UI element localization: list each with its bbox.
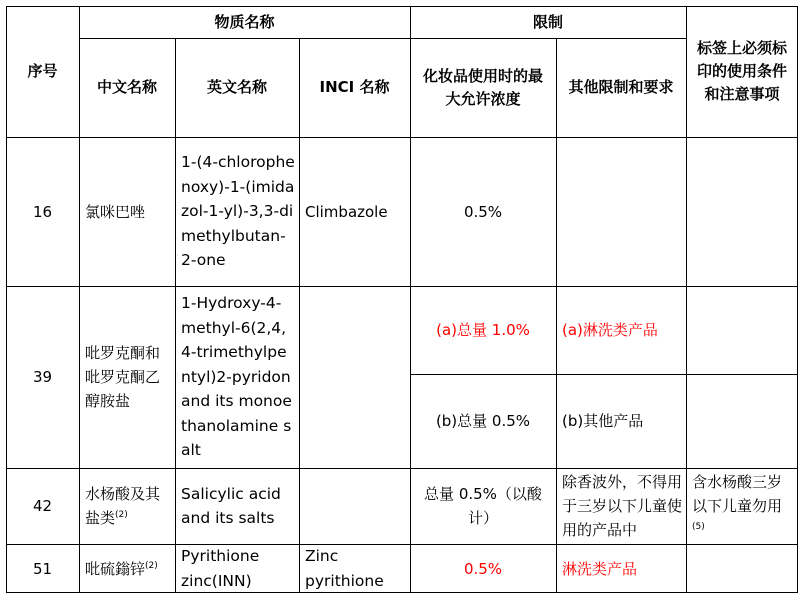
vline-inci [410, 6, 411, 593]
row42-en-name-text: Salicylic acid and its salts [181, 484, 281, 527]
vline-seq [79, 6, 80, 593]
row42-max-conc-text: 总量 0.5%（以酸计） [424, 485, 542, 527]
row39a-other [556, 286, 686, 374]
regulation-table [6, 6, 798, 593]
hline-header-bottom [6, 137, 798, 138]
row51-en-name-text: Pyrithione zinc(INN) [181, 547, 260, 590]
header-en-name [175, 38, 299, 137]
row16-seq [6, 137, 79, 286]
header-limits [410, 6, 686, 38]
hline-row39-split [410, 374, 798, 375]
row16-cn-name [79, 137, 175, 286]
row16-max-conc-text: 0.5% [463, 202, 503, 221]
row42-other-text: 除香波外，不得用于三岁以下儿童使用的产品中 [562, 473, 683, 539]
border-right [797, 6, 798, 593]
row42-label [686, 468, 798, 544]
row39a-max-conc [410, 286, 556, 374]
row42-inci [299, 468, 410, 544]
border-left [6, 6, 7, 593]
row42-other [556, 468, 686, 544]
header-en-name-text: 英文名称 [206, 78, 267, 96]
vline-conc [556, 38, 557, 593]
row51-cn-name [79, 544, 175, 593]
border-bottom [6, 592, 798, 593]
row16-cn-name-text: 氯咪巴唑 [85, 202, 146, 221]
header-label-requirements-text: 标签上必须标印的使用条件和注意事项 [696, 39, 787, 103]
row51-seq [6, 544, 79, 593]
row39-seq [6, 286, 79, 468]
vline-cn [175, 38, 176, 593]
row51-max-conc [410, 544, 556, 593]
row16-label [686, 137, 798, 286]
row51-other-text: 淋洗类产品 [562, 559, 638, 578]
row42-label-footnote: (5) [692, 522, 705, 532]
row39b-max-conc-text: (b)总量 0.5% [435, 412, 531, 430]
header-cn-name [79, 38, 175, 137]
row16-inci-text: Climbazole [305, 202, 388, 221]
row51-inci [299, 544, 410, 593]
row39a-other-text: (a)淋洗类产品 [562, 321, 658, 339]
row51-inci-text: Zinc pyrithione [305, 547, 384, 590]
header-max-conc-text: 化妆品使用时的最大允许浓度 [422, 66, 543, 108]
row42-label-wrap [692, 470, 794, 542]
header-cn-name-text: 中文名称 [96, 78, 157, 96]
row16-max-conc [410, 137, 556, 286]
header-substance-name [79, 6, 410, 38]
row42-cn-name [79, 468, 175, 544]
row42-seq-text: 42 [32, 497, 53, 515]
row16-seq-text: 16 [32, 202, 53, 221]
header-seq-text: 序号 [27, 62, 58, 80]
header-other-limits [556, 38, 686, 137]
vline-en [299, 38, 300, 593]
border-top [6, 6, 798, 7]
row39a-label [686, 286, 798, 374]
row51-label [686, 544, 798, 593]
row51-en-name [175, 544, 299, 593]
hline-group-header [79, 38, 686, 39]
hline-row39-bottom [6, 468, 798, 469]
row42-seq [6, 468, 79, 544]
row39b-other-text: (b)其他产品 [562, 412, 644, 430]
row51-cn-name-wrap [85, 557, 158, 581]
header-other-limits-text: 其他限制和要求 [568, 78, 674, 96]
row16-en-name-text: 1-(4-chlorophenoxy)-1-(imidazol-1-yl)-3,3-dimethylbutan-2-one [181, 153, 295, 270]
row16-inci [299, 137, 410, 286]
row39-cn-name-text: 吡罗克酮和吡罗克酮乙醇胺盐 [85, 344, 161, 410]
header-label-requirements [686, 6, 798, 137]
row39b-label [686, 374, 798, 468]
row39-seq-text: 39 [32, 368, 53, 386]
header-substance-name-text: 物质名称 [214, 12, 275, 31]
row39a-max-conc-text: (a)总量 1.0% [436, 321, 530, 339]
row39-inci [299, 286, 410, 468]
row51-max-conc-text: 0.5% [463, 559, 503, 578]
hline-row42-bottom [6, 544, 798, 545]
row39-en-name-text: 1-Hydroxy-4-methyl-6(2,4,4-trimethylpentyl)2-pyridon and its monoethanolamine salt [181, 294, 292, 460]
vline-other [686, 6, 687, 593]
row42-max-conc [410, 468, 556, 544]
row51-other [556, 544, 686, 593]
header-seq [6, 6, 79, 137]
row16-en-name [175, 137, 299, 286]
header-limits-text: 限制 [532, 12, 563, 31]
header-inci-name-text: INCI 名称 [319, 78, 390, 96]
header-inci-name [299, 38, 410, 137]
header-max-conc [410, 38, 556, 137]
row51-cn-footnote: (2) [145, 560, 158, 571]
row42-cn-name-text: 水杨酸及其盐类 [85, 485, 161, 527]
row42-label-text: 含水杨酸三岁以下儿童勿用 [692, 473, 783, 515]
row39b-max-conc [410, 374, 556, 468]
row39b-other [556, 374, 686, 468]
row42-cn-footnote: (2) [115, 510, 128, 520]
row51-seq-text: 51 [32, 559, 53, 578]
row42-cn-name-wrap [85, 482, 171, 530]
row16-other [556, 137, 686, 286]
hline-row16-bottom [6, 286, 798, 287]
row39-cn-name [79, 286, 175, 468]
row51-cn-name-text: 吡硫鎓锌 [85, 559, 146, 578]
row42-en-name [175, 468, 299, 544]
row39-en-name [175, 286, 299, 468]
